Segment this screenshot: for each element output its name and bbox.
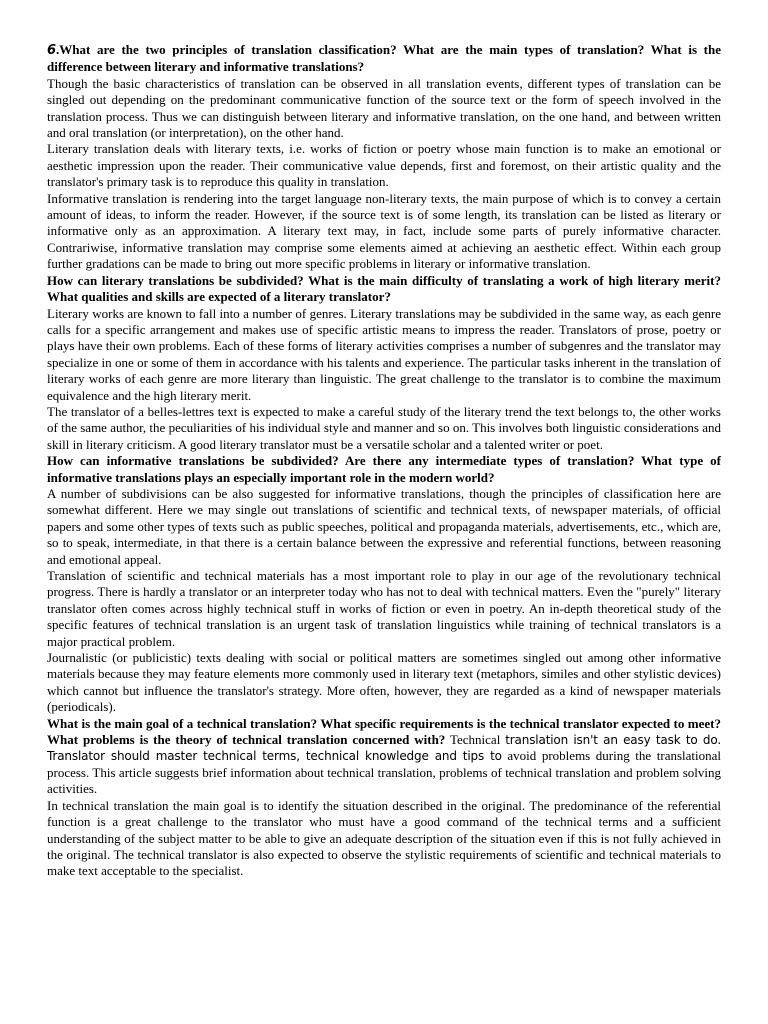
paragraph-mixed bbox=[47, 716, 721, 798]
question-heading-3: How can informative translations be subdivided? Are there any intermediate types of translation? What type of informative translations plays an especially important role in the modern world? bbox=[47, 453, 721, 485]
paragraph-lead: Technical bbox=[445, 732, 501, 748]
paragraph: Informative translation is rendering into the target language non-literary texts, the main purpose of which is to convey a certain amount of ideas, to inform the reader. However, if the source text is of some length, its translation can be listed as literary or informative only as an approximation. A literary text may, in fact, include some parts of purely informative character. Contrariwise, informative translation may comprise some elements aimed at achieving an aesthetic effect. Within each group further gradations can be made to bring out more specific problems in literary or informative translation. bbox=[47, 190, 721, 272]
paragraph: The translator of a belles-lettres text is expected to make a careful study of the literary trend the text belongs to, the other works of the same author, the peculiarities of his individual style and manner and so on. This involves both linguistic considerations and skill in literary criticism. A good literary translator must be a versatile scholar and a talented writer or poet. bbox=[47, 403, 721, 452]
question-heading-1 bbox=[47, 42, 721, 76]
paragraph: A number of subdivisions can be also suggested for informative translations, though the principles of classification here are somewhat different. Here we may single out translations of scientific and technical texts, of newspaper materials, of official papers and some other types of texts such as public speeches, political and propaganda materials, advertisements, etc., which are, so to speak, intermediate, in that there is a certain balance between the expressive and referential functions, between reasoning and emotional appeal. bbox=[47, 485, 721, 567]
question-text: .What are the two principles of translation classification? What are the main types of translation? What is the difference between literary and informative translations? bbox=[47, 42, 721, 75]
paragraph-tail: avoid problems during the translational process. This article suggests brief information about technical translation, problems of technical translation and problem solving activities. bbox=[47, 748, 722, 797]
paragraph: Literary works are known to fall into a number of genres. Literary translations may be subdivided in the same way, as each genre calls for a specific arrangement and makes use of specific artistic means to impress the reader. Translators of prose, poetry or plays have their own problems. Each of these forms of literary activities comprises a number of subgenres and the translator may specialize in one or some of them in accordance with his talents and experience. The particular tasks inherent in the translation of literary works of each genre are more literary than linguistic. The great challenge to the translator is to combine the maximum equivalence and the high literary merit. bbox=[47, 305, 721, 403]
question-heading-4: What is the main goal of a technical translation? What specific requirements is the technical translator expected to meet? What problems is the theory of technical translation concerned with? bbox=[47, 715, 721, 748]
question-heading-2: How can literary translations be subdivided? What is the main difficulty of translating a work of high literary merit? What qualities and skills are expected of a literary translator? bbox=[47, 272, 721, 305]
paragraph-sans-line: translation isn't an easy task to do. Translator should master technical terms, technical knowledge and tips to bbox=[47, 733, 721, 764]
paragraph: Journalistic (or publicistic) texts dealing with social or political matters are sometimes singled out among other informative materials because they may feature elements more commonly used in literary text (metaphors, similes and other stylistic devices) which cannot but influence the translator's strategy. More often, however, they are regarded as a kind of newspaper materials (periodicals). bbox=[47, 650, 721, 715]
paragraph: Literary translation deals with literary texts, i.e. works of fiction or poetry whose main function is to make an emotional or aesthetic impression upon the reader. Their communicative value depends, first and foremost, on their artistic quality and the translator's primary task is to reproduce this quality in translation. bbox=[47, 141, 721, 190]
paragraph: Translation of scientific and technical materials has a most important role to play in our age of the revolutionary technical progress. There is hardly a translator or an interpreter today who has not to deal with technical matters. Even the "purely" literary translator often comes across highly technical stuff in works of fiction or even in poetry. An in-depth theoretical study of the specific features of technical translation is an urgent task of translation linguistics while training of technical translators is a major practical problem. bbox=[47, 568, 721, 649]
paragraph: Though the basic characteristics of translation can be observed in all translation events, different types of translation can be singled out depending on the predominant communicative function of the source text or the form of speech involved in the translation process. Thus we can distinguish between literary and informative translation, on the one hand, and between written and oral translation (or interpretation), on the other hand. bbox=[47, 75, 721, 141]
paragraph: In technical translation the main goal is to identify the situation described in the original. The predominance of the referential function is a great challenge to the translator who must have a good command of the technical terms and a sufficient understanding of the subject matter to be able to give an adequate description of the situation even if this is not fully achieved in the original. The technical translator is also expected to observe the stylistic requirements of scientific and technical materials to make text acceptable to the specialist. bbox=[47, 797, 721, 879]
question-number: 6 bbox=[47, 43, 57, 58]
